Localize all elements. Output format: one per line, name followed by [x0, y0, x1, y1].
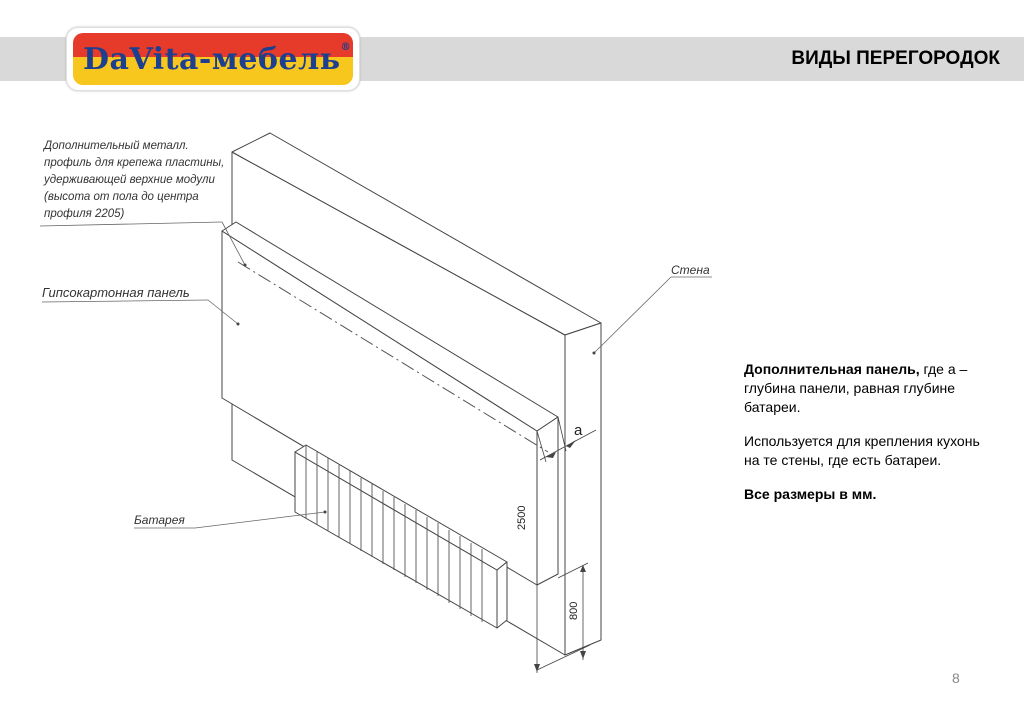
wall-leader-diag [594, 277, 671, 353]
dimension-a-label: a [574, 422, 583, 439]
dim-2500-arrow-bottom [534, 664, 540, 672]
description-paragraph-1 [744, 360, 994, 417]
wall-leader-dot [593, 352, 596, 355]
logo-wordmark: DaVita-мебель [83, 42, 341, 77]
logo-badge [73, 33, 353, 85]
dimension-800-label: 800 [568, 601, 580, 620]
battery-leader-dot [324, 511, 327, 514]
drywall-label: Гипсокартонная панель [42, 285, 190, 300]
description-emphasis: Дополнительная панель, [744, 361, 920, 377]
description [744, 360, 994, 519]
description-units-note: Все размеры в мм. [744, 486, 877, 502]
battery-side-face [497, 562, 507, 628]
profile-leader-dot [244, 264, 247, 267]
battery-label: Батарея [134, 513, 185, 527]
dimension-2500-label: 2500 [516, 505, 528, 530]
registered-mark: ® [340, 42, 352, 53]
page-number: 8 [952, 670, 960, 686]
dim-800-arrow-bottom [580, 651, 586, 659]
description-paragraph-2: Используется для крепления кухонь на те стены, где есть батареи. [744, 433, 980, 468]
davita-logo [66, 27, 360, 91]
logo-text [83, 42, 351, 77]
drywall-leader-dot [237, 323, 240, 326]
description-text-1: где а – глубина панели, равная глубине батареи. [744, 361, 968, 415]
wall-label: Стена [671, 263, 710, 277]
page-title: ВИДЫ ПЕРЕГОРОДОК [791, 48, 1000, 69]
battery-leader-diag [195, 512, 325, 528]
profile-label: Дополнительный металл. профиль для крепежа пластины, удерживающей верхние модули (высота от пола до центра профиля 2205) [44, 140, 225, 220]
